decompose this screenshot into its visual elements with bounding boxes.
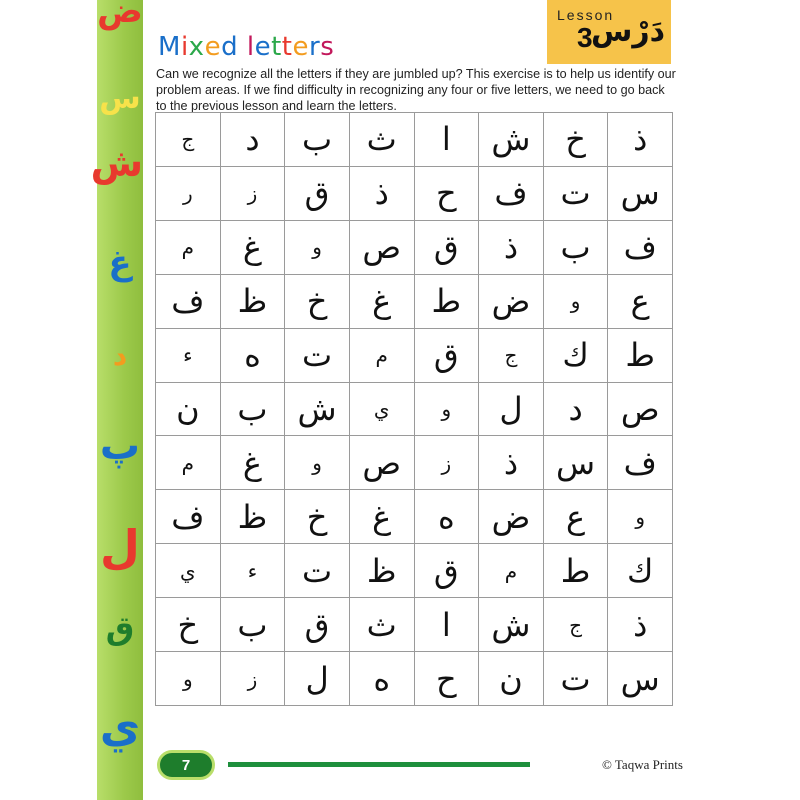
side-letter: ش (90, 141, 143, 185)
grid-cell: خ (285, 490, 350, 544)
grid-cell: ن (156, 383, 221, 437)
title-letter: i (180, 32, 189, 62)
grid-cell: و (285, 436, 350, 490)
grid-cell: م (350, 329, 415, 383)
grid-cell: ج (544, 598, 609, 652)
grid-cell: ث (350, 113, 415, 167)
grid-cell: ء (221, 544, 286, 598)
side-letter: س (99, 81, 141, 116)
grid-cell: ق (415, 544, 480, 598)
grid-cell: س (544, 436, 609, 490)
grid-cell: س (608, 652, 673, 706)
grid-cell: ذ (350, 167, 415, 221)
grid-cell: ف (479, 167, 544, 221)
grid-cell: ع (544, 490, 609, 544)
grid-cell: ذ (479, 436, 544, 490)
grid-cell: ظ (350, 544, 415, 598)
grid-cell: ب (544, 221, 609, 275)
title-letter: l (246, 32, 255, 62)
grid-cell: ز (221, 167, 286, 221)
title-letter: r (308, 32, 321, 62)
grid-cell: ظ (221, 275, 286, 329)
grid-cell: ج (479, 329, 544, 383)
side-letter: ي (99, 702, 141, 753)
grid-cell: ل (479, 383, 544, 437)
page-number: 7 (157, 750, 215, 780)
grid-cell: ا (415, 598, 480, 652)
grid-cell: م (479, 544, 544, 598)
grid-cell: ه (221, 329, 286, 383)
grid-cell: د (544, 383, 609, 437)
side-letter-strip (90, 0, 143, 800)
grid-cell: ق (285, 167, 350, 221)
grid-cell: ب (221, 598, 286, 652)
grid-cell: ط (544, 544, 609, 598)
side-letter: پ (99, 423, 141, 469)
grid-cell: ا (415, 113, 480, 167)
title-letter: x (188, 32, 205, 62)
grid-cell: ذ (608, 113, 673, 167)
grid-cell: ج (156, 113, 221, 167)
side-letter: د (112, 339, 128, 372)
footer-divider (228, 762, 530, 767)
title-letter: e (254, 32, 272, 62)
grid-cell: ث (350, 598, 415, 652)
copyright-text: © Taqwa Prints (602, 757, 683, 772)
title-letter: e (292, 32, 309, 62)
grid-cell: و (608, 490, 673, 544)
grid-cell: ص (608, 383, 673, 437)
grid-cell: م (156, 436, 221, 490)
grid-cell: ط (415, 275, 480, 329)
side-letter: ل (100, 520, 140, 574)
grid-cell: ف (156, 490, 221, 544)
grid-cell: ف (608, 436, 673, 490)
grid-cell: ه (415, 490, 480, 544)
grid-cell: و (415, 383, 480, 437)
grid-cell: ش (479, 598, 544, 652)
side-letter: غ (108, 243, 132, 283)
grid-cell: و (544, 275, 609, 329)
grid-cell: ه (350, 652, 415, 706)
grid-cell: ز (415, 436, 480, 490)
grid-cell: ح (415, 167, 480, 221)
grid-cell: ش (479, 113, 544, 167)
lesson-badge (547, 0, 671, 64)
grid-cell: ن (479, 652, 544, 706)
grid-cell: خ (156, 598, 221, 652)
title-letter: t (271, 32, 282, 62)
grid-cell: ق (415, 329, 480, 383)
grid-cell: ع (608, 275, 673, 329)
grid-cell: و (285, 221, 350, 275)
grid-cell: ت (544, 652, 609, 706)
grid-cell: ذ (479, 221, 544, 275)
title-letter: t (281, 32, 293, 62)
grid-cell: ي (156, 544, 221, 598)
side-letter: ق (105, 609, 135, 647)
intro-paragraph: Can we recognize all the letters if they are jumbled up? This exercise is to help us identify our problem areas. If we find difficulty in recognizing any four or five letters, we need to go back to the previous lesson and learn the letters. (156, 67, 676, 113)
page-title (158, 32, 334, 66)
grid-cell: ل (285, 652, 350, 706)
grid-cell: ت (285, 329, 350, 383)
grid-cell: ف (608, 221, 673, 275)
letter-grid (155, 112, 673, 706)
grid-cell: ت (285, 544, 350, 598)
grid-cell: ظ (221, 490, 286, 544)
title-letter: e (204, 32, 222, 62)
grid-cell: ذ (608, 598, 673, 652)
grid-cell: ت (544, 167, 609, 221)
grid-cell: ب (221, 383, 286, 437)
grid-cell: ي (350, 383, 415, 437)
title-letter: M (158, 32, 181, 62)
grid-cell: ف (156, 275, 221, 329)
grid-cell: ش (285, 383, 350, 437)
lesson-number: 3 (577, 22, 593, 53)
grid-cell: ب (285, 113, 350, 167)
grid-cell: ق (285, 598, 350, 652)
grid-cell: ص (350, 436, 415, 490)
grid-cell: س (608, 167, 673, 221)
grid-cell: ء (156, 329, 221, 383)
lesson-arabic-title: دَرْس (590, 14, 665, 49)
grid-cell: غ (350, 275, 415, 329)
grid-cell: ر (156, 167, 221, 221)
title-letter: d (221, 32, 239, 62)
grid-cell: ط (608, 329, 673, 383)
grid-cell: ص (350, 221, 415, 275)
grid-cell: خ (544, 113, 609, 167)
grid-cell: م (156, 221, 221, 275)
title-letter (238, 32, 247, 62)
grid-cell: ز (221, 652, 286, 706)
grid-cell: غ (221, 221, 286, 275)
grid-cell: خ (285, 275, 350, 329)
grid-cell: و (156, 652, 221, 706)
grid-cell: د (221, 113, 286, 167)
grid-cell: ك (608, 544, 673, 598)
grid-cell: ض (479, 275, 544, 329)
grid-cell: ك (544, 329, 609, 383)
grid-cell: ح (415, 652, 480, 706)
lesson-label: Lesson (557, 7, 615, 23)
grid-cell: ض (479, 490, 544, 544)
side-letter: ض (97, 0, 143, 31)
grid-cell: ق (415, 221, 480, 275)
grid-cell: غ (350, 490, 415, 544)
title-letter: s (320, 32, 335, 62)
grid-cell: غ (221, 436, 286, 490)
